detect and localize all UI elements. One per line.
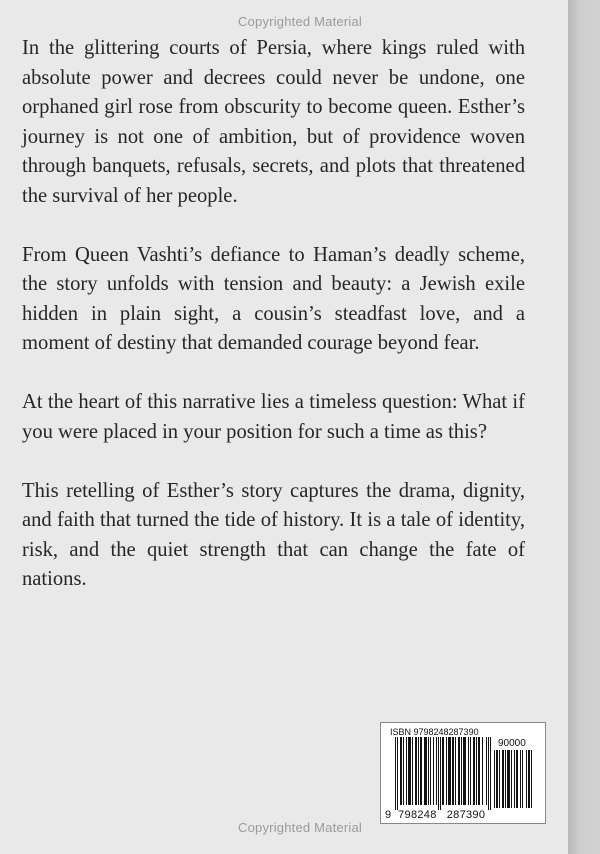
barcode-digits-right: 287390 [446, 809, 486, 821]
barcode-bar [514, 750, 515, 808]
barcode-bar [478, 737, 480, 805]
barcode-bar [494, 750, 495, 808]
copyright-watermark-top: Copyrighted Material [238, 14, 362, 29]
barcode-bar [526, 750, 527, 808]
barcode-bar [448, 737, 451, 805]
barcode-bar [488, 737, 489, 810]
blurb-paragraph-2: From Queen Vashti’s defiance to Haman’s deadly scheme, the story unfolds with tension and beauty: a Jewish exile hidden in plain sight, a cousin’s steadfast love, and a moment of destiny that demanded courage beyond fear. [22, 243, 525, 354]
barcode-addon-bars [494, 750, 538, 811]
barcode-bar [438, 737, 439, 810]
barcode-main-bars [395, 737, 491, 811]
isbn-label: ISBN 9798248287390 [390, 727, 479, 737]
cover-edge-shadow [568, 0, 600, 854]
barcode-bar [507, 750, 510, 808]
isbn-barcode-box [380, 722, 546, 824]
barcode-bar [468, 737, 469, 805]
blurb-paragraph-4: This retelling of Esther’s story captures the drama, dignity, and faith that turned the tide of history. It is a tale of identity, risk, and the quiet strength that can change the fate of nations. [22, 479, 525, 590]
barcode-bar [415, 737, 417, 805]
barcode-bar [412, 737, 413, 805]
barcode-bar [430, 737, 431, 805]
barcode-bar [446, 737, 447, 805]
barcode-bar [499, 750, 500, 808]
barcode-bar [496, 750, 498, 808]
barcode-bar [418, 737, 419, 805]
barcode-bar [406, 737, 407, 805]
barcode-bar [461, 737, 462, 805]
barcode-bar [522, 750, 523, 808]
barcode-bar [463, 737, 466, 805]
barcode-bar [458, 737, 460, 805]
barcode-bar [520, 750, 521, 808]
barcode-bar [400, 737, 402, 805]
barcode-bar [452, 737, 454, 805]
barcode-bar [455, 737, 456, 805]
barcode-bar [424, 737, 427, 805]
barcode-bar [442, 737, 444, 805]
barcode-bar [470, 737, 471, 805]
barcode-bar [502, 750, 504, 808]
barcode-digits-left: 798248 [398, 809, 437, 821]
barcode-bar [420, 737, 422, 805]
blurb-paragraph-1: In the glittering courts of Persia, where kings ruled with absolute power and decrees could never be undone, one orphaned girl rose from obscurity to become queen. Esther’s journey is not one of ambition, but of providence woven through banquets, refusals, secrets, and plots that threatened the survival of her people. [22, 37, 525, 207]
barcode-digit-first: 9 [385, 809, 392, 821]
barcode-bar [473, 737, 475, 805]
barcode-bar [528, 750, 530, 808]
barcode-bar [403, 737, 404, 805]
back-cover-blurb [22, 34, 525, 624]
barcode-bar [436, 737, 437, 805]
barcode-bar [482, 737, 483, 805]
barcode-bar [511, 750, 512, 808]
barcode-bar [397, 737, 398, 810]
price-code: 90000 [498, 738, 526, 749]
barcode-bar [395, 737, 396, 810]
barcode-bar [476, 737, 477, 805]
barcode-bar [505, 750, 506, 808]
barcode-bar [428, 737, 429, 805]
barcode-bar [433, 737, 434, 805]
barcode-bar [531, 750, 532, 808]
barcode-bar [440, 737, 441, 810]
barcode-bar [486, 737, 487, 805]
barcode-bar [490, 737, 491, 810]
barcode-bar [408, 737, 411, 805]
barcode-bar [516, 750, 518, 808]
blurb-paragraph-3: At the heart of this narrative lies a timeless question: What if you were placed in your position for such a time as this? [22, 391, 525, 443]
copyright-watermark-bottom: Copyrighted Material [238, 820, 362, 835]
